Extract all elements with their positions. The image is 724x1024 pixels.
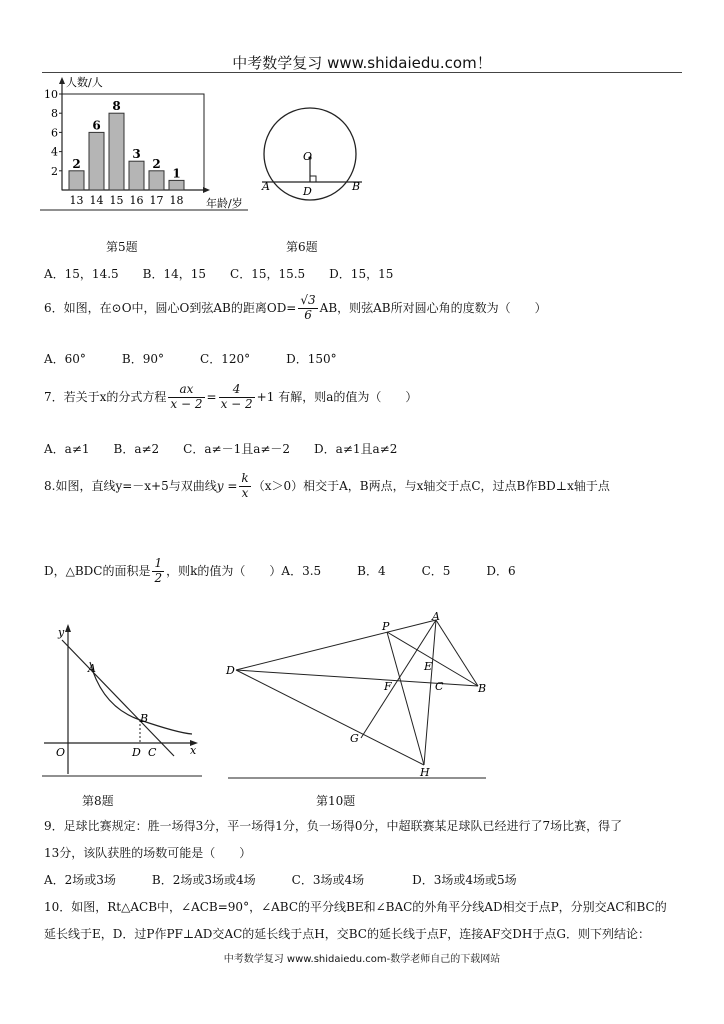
q7-fraction-1 [168, 383, 204, 412]
label-d: D [303, 185, 312, 198]
bar [109, 113, 124, 190]
label-o: O [56, 746, 66, 759]
label-b: B [478, 682, 487, 695]
q7-eq: = [206, 389, 217, 404]
q7-f2-num: 4 [219, 383, 255, 398]
chart-x-arrow [203, 187, 210, 193]
q8-k-num: k [241, 471, 249, 485]
label-d: D [226, 664, 235, 677]
q8-k-fraction [239, 472, 250, 501]
q7-tail: +1 [256, 389, 275, 404]
question-6 [44, 294, 547, 323]
q8-text-pre: 8.如图，直线y=－x+5与双曲线 [44, 478, 217, 493]
y-tick-label: 2 [51, 164, 58, 178]
q6-options: A．60° B．90° C．120° D．150° [44, 352, 337, 366]
q9-line2: 13分，该队获胜的场数可能是（ ） [44, 846, 252, 860]
q6-fraction-den: 6 [304, 307, 312, 322]
y-tick-label: 8 [51, 107, 58, 121]
y-tick-label: 10 [44, 88, 58, 101]
y-tick-label: 6 [51, 126, 58, 140]
q7-f2-den: x − 2 [220, 396, 253, 411]
q5-options: A．15，14.5 B．14，15 C．15，15.5 D．15，15 [44, 267, 394, 281]
bar-value-label: 8 [112, 99, 121, 114]
bar-value-label: 2 [152, 156, 161, 171]
q8-line2-post: ，则k的值为（ ）A．3.5 B．4 C．5 D．6 [166, 563, 516, 578]
page-footer: 中考数学复习 www.shidaiedu.com-数学老师自己的下载网站 [223, 954, 501, 965]
bar [129, 161, 144, 190]
q8-line2 [44, 557, 516, 586]
label-e: E [424, 660, 433, 673]
bar [89, 132, 104, 190]
q6-fraction-num: √3 [300, 293, 316, 307]
figure-8-graph [40, 622, 206, 782]
x-tick-label: 13 [69, 194, 84, 207]
figure-6-circle [258, 96, 370, 214]
line-y-minus-x-plus-5 [62, 640, 174, 756]
q6-text-pre: 6．如图，在⊙O中，圆心O到弦AB的距离OD= [44, 300, 297, 315]
label-f: F [384, 680, 392, 693]
x-tick-label: 16 [129, 194, 144, 207]
figure-10-triangle [224, 610, 490, 782]
bar-value-label: 3 [132, 147, 141, 162]
label-b: B [352, 180, 361, 193]
caption-fig10: 第10题 [316, 794, 356, 808]
q7-fraction-2 [219, 383, 255, 412]
q7-f1-den: x − 2 [170, 396, 203, 411]
segment-ab [436, 620, 478, 686]
q8-half-num: 1 [154, 556, 163, 570]
figure-5-bar-chart [38, 74, 250, 216]
q8-text-post: （x＞0）相交于A，B两点，与x轴交于点C，过点B作BD⊥x轴于点 [252, 478, 610, 493]
label-g: G [350, 732, 359, 745]
segment-ph [387, 632, 424, 765]
label-d: D [132, 746, 141, 759]
x-tick-label: 17 [149, 194, 164, 207]
label-x: x [190, 744, 197, 757]
label-a: A [262, 180, 270, 193]
q7-options: A．a≠1 B．a≠2 C．a≠－1且a≠－2 D．a≠1且a≠2 [44, 442, 398, 456]
y-axis-label: 人数/人 [66, 76, 103, 89]
x-axis-label: 年龄/岁 [206, 197, 243, 210]
header-rule [42, 72, 682, 73]
label-c: C [435, 680, 444, 693]
q9-line1: 9．足球比赛规定：胜一场得3分，平一场得1分，负一场得0分，中超联赛某足球队已经进行了7场比赛，得了 [44, 819, 623, 833]
chart-y-arrow [59, 77, 65, 84]
label-p: P [382, 620, 390, 633]
segment-pb [387, 632, 478, 686]
segment-da [236, 620, 436, 670]
label-y: y [58, 626, 65, 639]
q6-text-post: AB，则弦AB所对圆心角的度数为（ ） [319, 300, 547, 315]
y-tick-label: 4 [51, 145, 58, 159]
caption-fig5: 第5题 [106, 240, 138, 254]
q6-fraction [298, 294, 317, 323]
label-c: C [148, 746, 157, 759]
question-7 [44, 383, 417, 412]
q8-k-den: x [241, 485, 249, 500]
q10-line2: 延长线于E，D．过P作PF⊥AD交AC的延长线于点H，交BC的延长线于点F，连接AF交DH于点G．则下列结论： [44, 927, 650, 941]
caption-fig6: 第6题 [286, 240, 318, 254]
page-header: 中考数学复习 www.shidaiedu.com！ [232, 54, 492, 72]
bar-value-label: 1 [172, 166, 181, 181]
y-arrow [65, 624, 71, 632]
question-8 [44, 472, 610, 501]
caption-fig8: 第8题 [82, 794, 114, 808]
label-h: H [420, 766, 430, 779]
segment-dh [236, 670, 424, 765]
bar-value-label: 6 [92, 118, 101, 133]
label-a: A [88, 662, 96, 675]
bar [169, 180, 184, 190]
q7-f1-num: ax [168, 383, 204, 398]
right-angle-mark [310, 176, 316, 182]
bar [69, 171, 84, 190]
q7-text-post: 有解，则a的值为（ ） [278, 389, 418, 404]
x-tick-label: 14 [89, 194, 104, 207]
q8-y-eq: y = [216, 478, 238, 493]
q8-half-den: 2 [154, 570, 163, 585]
bar [149, 171, 164, 190]
bar-value-label: 2 [72, 156, 81, 171]
q10-line1: 10．如图，Rt△ACB中，∠ACB=90°，∠ABC的平分线BE和∠BAC的外角平分线AD相交于点P，分别交AC和BC的 [44, 900, 667, 914]
chart-area [40, 75, 248, 210]
q9-options: A．2场或3场 B．2场或3场或4场 C．3场或4场 D．3场或4场或5场 [44, 873, 517, 887]
label-a: A [432, 610, 440, 623]
q8-line2-pre: D，△BDC的面积是 [44, 563, 151, 578]
q7-text-pre: 7．若关于x的分式方程 [44, 389, 167, 404]
x-tick-label: 15 [109, 194, 124, 207]
q8-half-fraction [152, 557, 164, 586]
label-o: O [303, 150, 313, 163]
x-tick-label: 18 [169, 194, 184, 207]
label-b: B [140, 712, 149, 725]
